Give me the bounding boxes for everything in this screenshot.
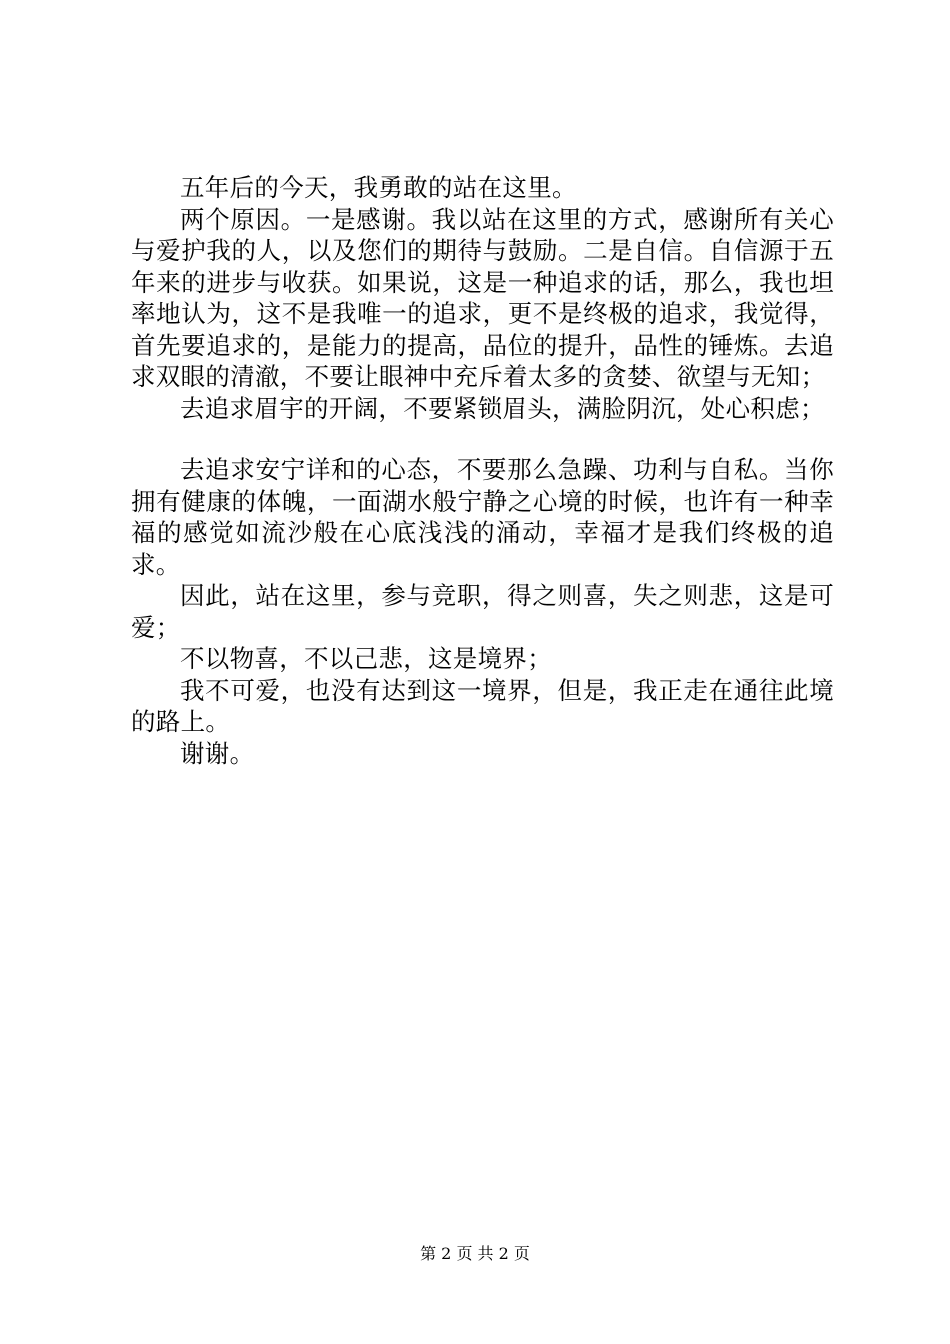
paragraph-lovable: 因此，站在这里，参与竞职，得之则喜，失之则悲，这是可爱； [131,581,834,642]
paragraph-mindset: 去追求安宁详和的心态，不要那么急躁、功利与自私。当你拥有健康的体魄，一面湖水般宁静之心境的时候，也许有一种幸福的感觉如流沙般在心底浅浅的涌动，幸福才是我们终极的追求。 [131,455,834,579]
paragraph-thanks: 谢谢。 [180,738,255,768]
paragraph-on-the-road: 我不可爱，也没有达到这一境界，但是，我正走在通往此境的路上。 [131,675,834,736]
paragraph-brows: 去追求眉宇的开阔，不要紧锁眉头，满脸阴沉，处心积虑； [180,393,825,423]
paragraph-realm: 不以物喜，不以己悲，这是境界； [180,644,552,673]
paragraph-opening: 五年后的今天，我勇敢的站在这里。 [180,173,577,202]
page-number-footer: 第 2 页 共 2 页 [420,1244,530,1263]
document-body [131,172,834,769]
paragraph-gap [131,424,834,454]
paragraph-reasons: 两个原因。一是感谢。我以站在这里的方式，感谢所有关心与爱护我的人，以及您们的期待与鼓励。二是自信。自信源于五年来的进步与收获。如果说，这是一种追求的话，那么，我也坦率地认为，这不是我唯一的追求，更不是终极的追求，我觉得，首先要追求的，是能力的提高，品位的提升，品性的锤炼。去追求双眼的清澈，不要让眼神中充斥着太多的贪婪、欲望与无知； [131,204,834,391]
